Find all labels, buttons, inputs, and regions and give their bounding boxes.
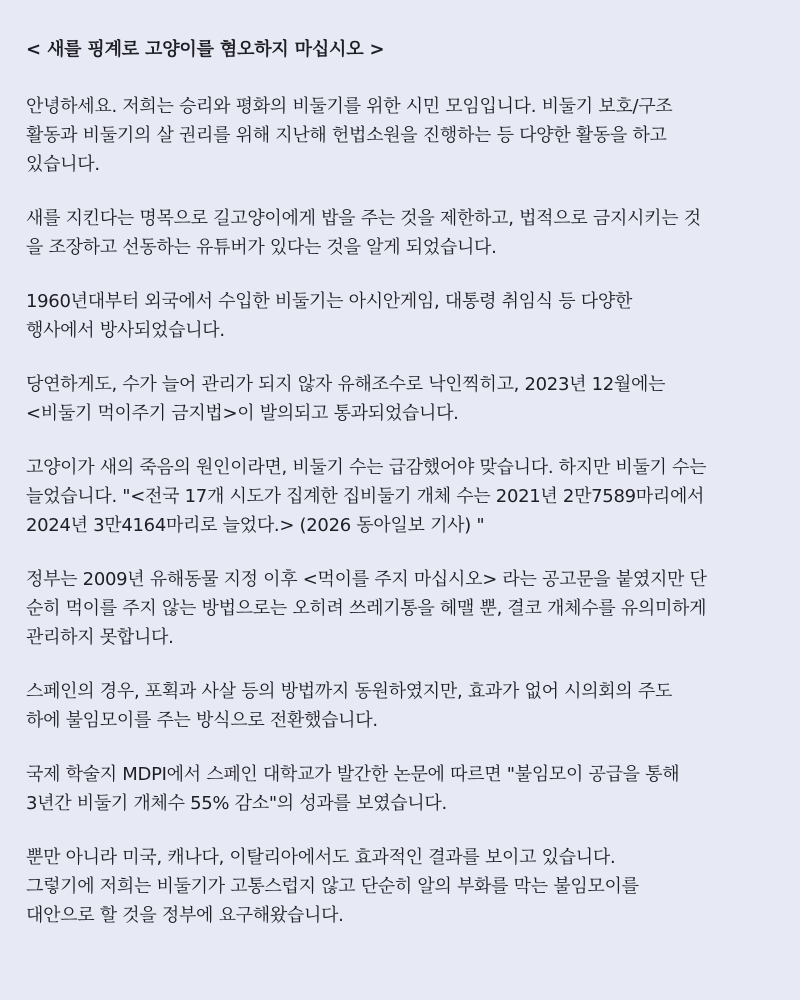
paragraph-line: <비둘기 먹이주기 금지법>이 발의되고 통과되었습니다. (26, 403, 459, 424)
paragraph (26, 453, 780, 540)
paragraph-line: 있습니다. (26, 154, 100, 175)
paragraph (26, 287, 780, 345)
paragraph-line: 하에 불임모이를 주는 방식으로 전환했습니다. (26, 710, 378, 731)
paragraph-line: 순히 먹이를 주지 않는 방법으로는 오히려 쓰레기통을 헤맬 뿐, 결코 개체수를 유의미하게 (26, 598, 707, 619)
paragraph (26, 677, 780, 735)
paragraph-line: 행사에서 방사되었습니다. (26, 320, 225, 341)
paragraph (26, 565, 780, 652)
paragraph-line: 뿐만 아니라 미국, 캐나다, 이탈리아에서도 효과적인 결과를 보이고 있습니다. (26, 847, 616, 868)
paragraph-line: 그렇기에 저희는 비둘기가 고통스럽지 않고 단순히 알의 부화를 막는 불임모이를 (26, 876, 639, 897)
paragraph-line: 당연하게도, 수가 늘어 관리가 되지 않자 유해조수로 낙인찍히고, 2023년 12월에는 (26, 374, 666, 395)
paragraph-line: 1960년대부터 외국에서 수입한 비둘기는 아시안게임, 대통령 취임식 등 다양한 (26, 291, 633, 312)
paragraph-line: 을 조장하고 선동하는 유튜버가 있다는 것을 알게 되었습니다. (26, 237, 497, 258)
paragraph (26, 760, 780, 818)
paragraph-line: 관리하지 못합니다. (26, 627, 174, 648)
paragraph-line: 대안으로 할 것을 정부에 요구해왔습니다. (26, 905, 344, 926)
paragraph (26, 843, 780, 930)
paragraph-line: 늘었습니다. "<전국 17개 시도가 집계한 집비둘기 개체 수는 2021년 2만7589마리에서 (26, 486, 705, 507)
paragraph-line: 스페인의 경우, 포획과 사살 등의 방법까지 동원하였지만, 효과가 없어 시의회의 주도 (26, 681, 673, 702)
paragraph-line: 활동과 비둘기의 살 권리를 위해 지난해 헌법소원을 진행하는 등 다양한 활동을 하고 (26, 125, 667, 146)
paragraph-line: 국제 학술지 MDPI에서 스페인 대학교가 발간한 논문에 따르면 "불임모이 공급을 통해 (26, 764, 680, 785)
paragraph-line: 새를 지킨다는 명목으로 길고양이에게 밥을 주는 것을 제한하고, 법적으로 금지시키는 것 (26, 208, 701, 229)
paragraph-line: 안녕하세요. 저희는 승리와 평화의 비둘기를 위한 시민 모임입니다. 비둘기 보호/구조 (26, 96, 673, 117)
paragraph-line: 3년간 비둘기 개체수 55% 감소"의 성과를 보였습니다. (26, 793, 447, 814)
paragraph-line: 정부는 2009년 유해동물 지정 이후 <먹이를 주지 마십시오> 라는 공고문을 붙였지만 단 (26, 569, 707, 590)
paragraph (26, 92, 780, 179)
paragraph (26, 204, 780, 262)
paragraph (26, 370, 780, 428)
paragraph-line: 2024년 3만4164마리로 늘었다.> (2026 동아일보 기사) " (26, 515, 485, 536)
document-body (26, 92, 780, 930)
paragraph-line: 고양이가 새의 죽음의 원인이라면, 비둘기 수는 급감했어야 맞습니다. 하지만 비둘기 수는 (26, 457, 707, 478)
document-title: < 새를 핑계로 고양이를 혐오하지 마십시오 > (26, 39, 385, 60)
